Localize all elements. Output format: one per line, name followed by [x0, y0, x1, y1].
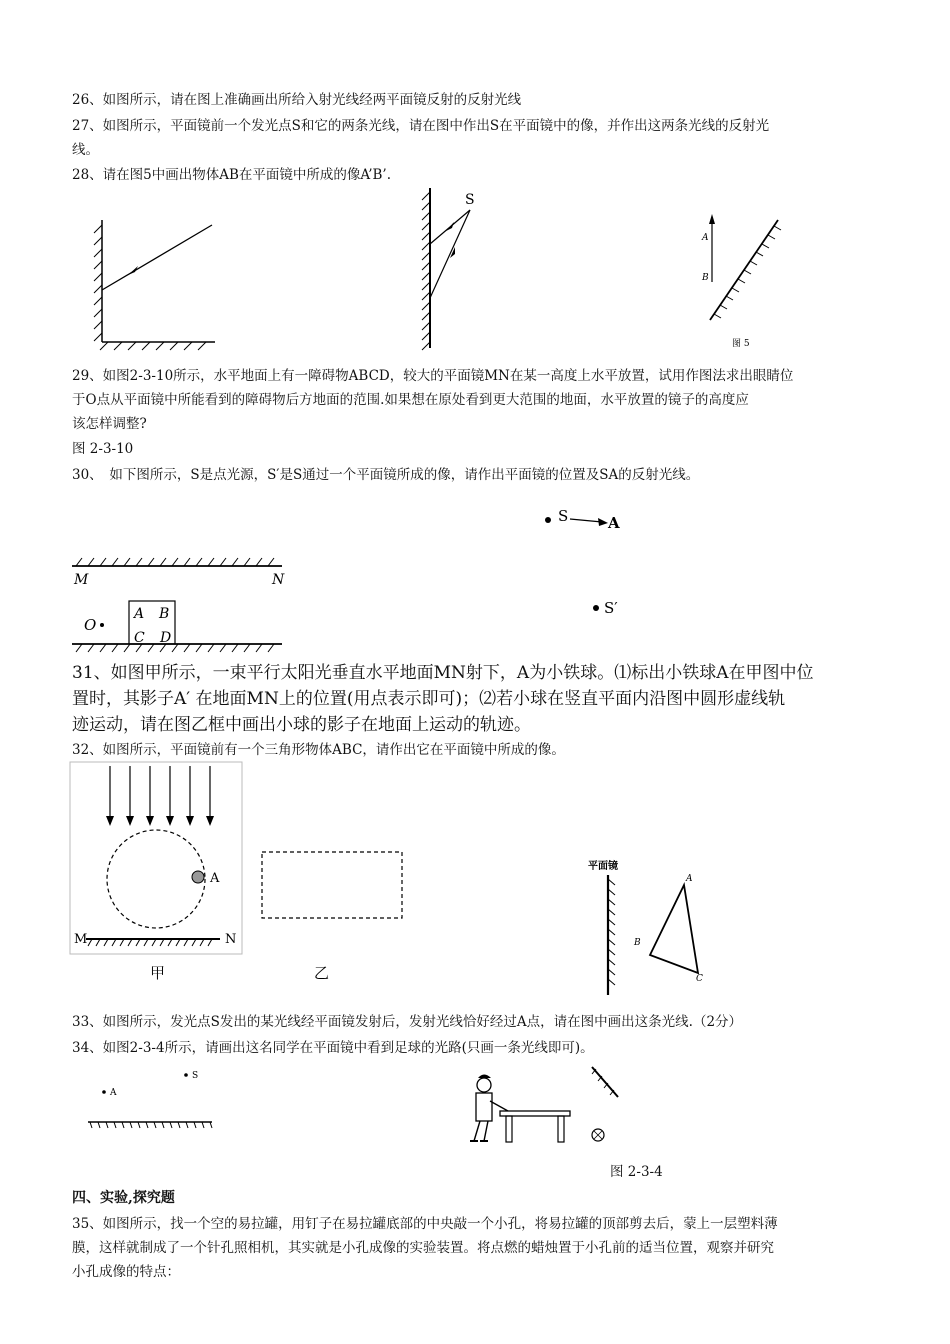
- question-29-line3: 该怎样调整?: [72, 416, 147, 432]
- figure-2-3-10-label: 图 2-3-10: [72, 441, 134, 457]
- figure-5-object-ab: [700, 212, 785, 357]
- label-a: A: [110, 1088, 117, 1098]
- label-n: N: [272, 572, 285, 588]
- label-s: S: [465, 192, 475, 208]
- arrow-down-icon: [126, 816, 134, 826]
- label-a: A: [686, 874, 693, 884]
- label-b: B: [702, 273, 709, 283]
- question-35-line1: 35、如图所示，找一个空的易拉罐，用钉子在易拉罐底部的中央敲一个小孔，将易拉罐的顶部剪去后，蒙上一层塑料薄: [72, 1216, 778, 1232]
- iron-ball-a: [192, 871, 204, 883]
- arrow-down-icon: [146, 816, 154, 826]
- question-35-line2: 膜，这样就制成了一个针孔照相机，其实就是小孔成像的实验装置。将点燃的蜡烛置于小孔前的适当位置，观察并研究: [72, 1240, 774, 1256]
- figure-33-points-mirror: [82, 1062, 222, 1132]
- section-4-heading: 四、实验,探究题: [72, 1190, 175, 1206]
- figure-2-3-4-caption: 图 2-3-4: [610, 1164, 663, 1180]
- question-27-line1: 27、如图所示，平面镜前一个发光点S和它的两条光线，请在图中作出S在平面镜中的像，并作出这两条光线的反射光: [72, 118, 770, 134]
- label-c: C: [696, 974, 703, 984]
- label-m: M: [74, 932, 88, 947]
- label-s-prime: S′: [604, 599, 618, 617]
- label-a: A: [608, 514, 620, 532]
- question-29-line2: 于O点从平面镜中所能看到的障碍物后方地面的范围.如果想在原处看到更大范围的地面，水平放置的镜子的高度应: [72, 392, 749, 408]
- question-34: 34、如图2-3-4所示，请画出这名同学在平面镜中看到足球的光路(只画一条光线即可)。: [72, 1040, 594, 1056]
- arrow-icon: [598, 518, 608, 526]
- label-c: C: [134, 630, 145, 646]
- circular-path: [107, 830, 205, 928]
- point-s: [545, 517, 551, 523]
- student-head: [477, 1078, 491, 1092]
- label-m: M: [74, 572, 89, 588]
- arrow-down-icon: [206, 816, 214, 826]
- arrow-icon: [446, 222, 454, 231]
- question-29-line1: 29、如图2-3-10所示，水平地面上有一障碍物ABCD，较大的平面镜MN在某一高度上水平放置，试用作图法求出眼睛位: [72, 368, 794, 384]
- label-mirror: 平面镜: [588, 861, 618, 872]
- question-30: 30、 如下图所示，S是点光源，S′是S通过一个平面镜所成的像，请作出平面镜的位置及SA的反射光线。: [72, 467, 700, 483]
- question-35-line3: 小孔成像的特点：: [72, 1264, 180, 1280]
- label-s: S: [192, 1071, 199, 1081]
- question-28: 28、请在图5中画出物体AB在平面镜中所成的像A’B’.: [72, 167, 391, 183]
- label-b: B: [634, 938, 641, 948]
- question-32: 32、如图所示，平面镜前有一个三角形物体ABC，请作出它在平面镜中所成的像。: [72, 742, 565, 758]
- blank-dashed-box: [262, 852, 402, 918]
- point-s: [184, 1073, 188, 1077]
- incident-ray: [102, 225, 212, 290]
- figure-29-mirror-obstacle: [72, 558, 292, 658]
- figure-26-two-mirrors: [90, 220, 220, 350]
- question-31-line2: 置时，其影子A′ 在地面MN上的位置(用点表示即可)；⑵若小球在竖直平面内沿图中圆形虚线轨: [72, 689, 786, 709]
- label-yi: 乙: [314, 964, 330, 982]
- question-26: 26、如图所示，请在图上准确画出所给入射光线经两平面镜反射的反射光线: [72, 92, 522, 108]
- label-a: A: [702, 233, 709, 243]
- question-27-line2: 线。: [72, 142, 99, 158]
- label-jia: 甲: [150, 964, 166, 982]
- figure-27-mirror-point-s: [418, 188, 498, 353]
- label-a: A: [210, 871, 220, 886]
- label-o: O: [84, 616, 97, 634]
- arrow-down-icon: [166, 816, 174, 826]
- label-s: S: [558, 507, 569, 525]
- figure-31-jia: [70, 762, 245, 984]
- question-31-line1: 31、如图甲所示，一束平行太阳光垂直水平地面MN射下，A为小铁球。⑴标出小铁球A在甲图中位: [72, 663, 814, 683]
- eye-point-o: [100, 623, 104, 627]
- figure-30-source-image: [538, 505, 648, 625]
- arrow-up-icon: [709, 214, 715, 224]
- label-n: N: [225, 932, 237, 947]
- arrow-down-icon: [106, 816, 114, 826]
- figure-31-yi: [260, 850, 410, 985]
- figure-32-triangle: [588, 855, 728, 1000]
- label-a: A: [134, 606, 145, 622]
- label-b: B: [159, 606, 170, 622]
- point-a: [102, 1090, 106, 1094]
- point-s-prime: [593, 605, 599, 611]
- question-31-line3: 迹运动，请在图乙框中画出小球的影子在地面上运动的轨迹。: [72, 715, 531, 735]
- figure-34-student-ball: [460, 1065, 640, 1175]
- label-d: D: [160, 630, 172, 646]
- question-33: 33、如图所示，发光点S发出的某光线经平面镜发射后，发射光线恰好经过A点，请在图中画出这条光线.（2分）: [72, 1014, 743, 1030]
- arrow-down-icon: [186, 816, 194, 826]
- figure-5-caption: 图 5: [732, 339, 750, 349]
- triangle-abc: [650, 885, 698, 973]
